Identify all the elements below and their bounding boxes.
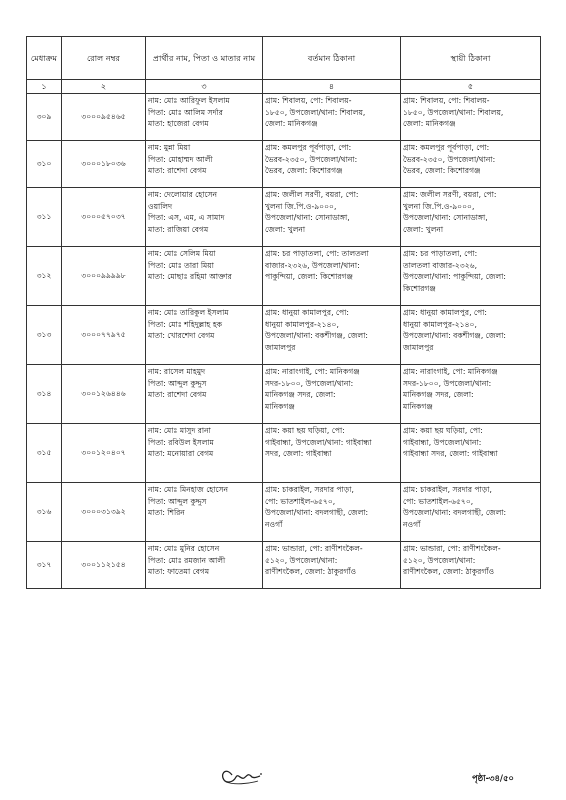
address-line: গ্রাম: ধানুয়া কামালপুর, পো:	[403, 308, 487, 317]
address-line: গ্রাম: শিবালয়, পো: শিবালয়-	[265, 96, 352, 105]
address-line: মানিকগঞ্জ	[265, 401, 295, 411]
column-number: ২	[62, 80, 146, 94]
address-line: উপজেলা/থানা: বকশীগঞ্জ, জেলা:	[403, 331, 506, 340]
address-line: গ্রাম: চর পাড়াতলা, পো: তালতলা	[265, 249, 369, 258]
name-line: নাম: মোঃ সেলিম মিয়া	[148, 249, 216, 258]
serial-cell: ৩১৪	[27, 365, 62, 424]
address-line: জামালপুর	[265, 342, 296, 352]
name-line: পিতা: মোঃ আলিম সর্দার	[148, 107, 223, 117]
address-line: বাজার-২৩২৬, উপজেলা/থানা:	[265, 260, 360, 270]
address-line: রাণীশংকৈল, জেলা: ঠাকুরগাঁও	[265, 567, 357, 576]
table-row	[27, 247, 541, 306]
present-address-cell	[263, 483, 401, 542]
address-line: গাইবান্ধা, উপজেলা/থানা:	[403, 437, 482, 447]
roll-cell: ৩০০০৯৯৯৯৮	[62, 247, 146, 306]
serial-cell: ৩১৫	[27, 424, 62, 483]
address-line: ১৮৫০, উপজেলা/থানা: শিবালয়,	[265, 107, 366, 117]
table-row	[27, 141, 541, 188]
header-serial: মেধাক্রম	[27, 37, 62, 80]
permanent-address-cell	[401, 424, 541, 483]
permanent-address-cell	[401, 188, 541, 247]
roll-cell: ৩০০০৯৫৪৬৫	[62, 94, 146, 141]
address-line: উপজেলা/থানা: বদলগাছী, জেলা:	[403, 508, 507, 517]
column-number: ১	[27, 80, 62, 94]
address-line: গ্রাম: কয়া ছয় ঘড়িয়া, পো:	[265, 426, 345, 435]
permanent-address-cell	[401, 483, 541, 542]
address-line: গ্রাম: শিবালয়, পো: শিবালয়-	[403, 96, 490, 105]
name-line: ওয়ালিদ	[148, 201, 173, 211]
permanent-address-cell	[401, 306, 541, 365]
address-line: ভৈরব-২৩৫০, উপজেলা/থানা:	[403, 154, 496, 164]
serial-cell: ৩১২	[27, 247, 62, 306]
address-line: ধানুয়া কামালপুর-২১৪০,	[265, 319, 339, 329]
name-line: নাম: দেলোয়ার হোসেন	[148, 190, 218, 199]
roll-cell: ৩০০১২০৪০৭	[62, 424, 146, 483]
address-line: ভৈরব-২৩৫০, উপজেলা/থানা:	[265, 154, 358, 164]
address-line: খুলনা জি.পি.ও-৯০০০,	[403, 201, 475, 211]
permanent-address-cell	[401, 365, 541, 424]
serial-cell: ৩১৬	[27, 483, 62, 542]
column-number: ৫	[401, 80, 541, 94]
address-line: গ্রাম: জলীল সরণী, বয়রা, পো:	[403, 190, 497, 199]
name-line: পিতা: আব্দুল কুদ্দুস	[148, 378, 207, 388]
name-cell	[146, 188, 263, 247]
present-address-cell	[263, 94, 401, 141]
name-line: পিতা: রবিউল ইসলাম	[148, 437, 214, 447]
table-row	[27, 365, 541, 424]
address-line: গাইবান্ধা সদর, জেলা: গাইবান্ধা	[403, 449, 498, 458]
address-line: ভৈরব, জেলা: কিশোরগঞ্জ	[403, 166, 481, 175]
name-cell	[146, 306, 263, 365]
name-line: নাম: মোঃ মিনহাজ হোসেন	[148, 485, 229, 494]
address-line: নওগাঁ	[403, 519, 421, 529]
address-line: গ্রাম: নারাংগাই, পো: মানিকগঞ্জ	[403, 367, 498, 376]
serial-cell: ৩১৩	[27, 306, 62, 365]
name-cell	[146, 542, 263, 589]
column-number: ৪	[263, 80, 401, 94]
address-line: উপজেলা/থানা: সোনাডাঙ্গা,	[403, 213, 488, 222]
permanent-address-cell	[401, 542, 541, 589]
address-line: গ্রাম: চাকরাইল, সরদার পাড়া,	[403, 485, 492, 494]
address-line: গাইবান্ধা, উপজেলা/থানা: গাইবান্ধা	[265, 437, 372, 447]
address-line: জেলা: মানিকগঞ্জ	[403, 119, 456, 128]
signature	[218, 763, 264, 787]
serial-cell: ৩১০	[27, 141, 62, 188]
name-line: মাতা: খোরশেদা বেগম	[148, 331, 215, 340]
address-line: জেলা: মানিকগঞ্জ	[265, 119, 318, 128]
address-line: গ্রাম: কমলপুর পূর্বপাড়া, পো:	[403, 143, 490, 152]
name-line: নাম: মোঃ মুনির হোসেন	[148, 544, 220, 553]
header-row	[27, 37, 541, 80]
present-address-cell	[263, 188, 401, 247]
name-cell	[146, 483, 263, 542]
address-line: উপজেলা/থানা: পাকুন্দিয়া, জেলা:	[403, 272, 506, 281]
address-line: মানিকগঞ্জ	[403, 401, 433, 411]
address-line: গ্রাম: কমলপুর পূর্বপাড়া, পো:	[265, 143, 352, 152]
table-row	[27, 424, 541, 483]
roll-cell: ৩০০১২৬৪৪৬	[62, 365, 146, 424]
permanent-address-cell	[401, 94, 541, 141]
present-address-cell	[263, 365, 401, 424]
address-line: গ্রাম: ধানুয়া কামালপুর, পো:	[265, 308, 349, 317]
candidate-table	[26, 36, 541, 589]
header-permanent-address: স্থায়ী ঠিকানা	[401, 37, 541, 80]
header-name: প্রার্থীর নাম, পিতা ও মাতার নাম	[146, 37, 263, 80]
name-line: নাম: মোঃ তারিকুল ইসলাম	[148, 308, 229, 317]
name-line: পিতা: আব্দুল কুদ্দুস	[148, 496, 207, 506]
present-address-cell	[263, 306, 401, 365]
address-line: জেলা: খুলনা	[265, 224, 306, 234]
address-line: গ্রাম: চাকরাইল, সরদার পাড়া,	[265, 485, 354, 494]
name-line: মাতা: মোছাঃ রহিমা আক্তার	[148, 272, 232, 281]
present-address-cell	[263, 424, 401, 483]
present-address-cell	[263, 141, 401, 188]
address-line: ধানুয়া কামালপুর-২১৪০,	[403, 319, 477, 329]
address-line: সদর-১৮০০, উপজেলা/থানা:	[265, 378, 354, 388]
address-line: তালতলা বাজার-২৩২৬,	[403, 260, 478, 270]
address-line: গ্রাম: কয়া ছয় ঘড়িয়া, পো:	[403, 426, 483, 435]
address-line: গ্রাম: জলীল সরণী, বয়রা, পো:	[265, 190, 359, 199]
present-address-cell	[263, 542, 401, 589]
name-line: মাতা: রাশেদা বেগম	[148, 166, 207, 175]
serial-cell: ৩০৯	[27, 94, 62, 141]
address-line: কিশোরগঞ্জ	[403, 283, 436, 293]
table-row	[27, 542, 541, 589]
name-cell	[146, 141, 263, 188]
page-number: পৃষ্ঠা-৩৪/৫০	[472, 773, 514, 783]
name-line: পিতা: এস, এম, এ সামাদ	[148, 213, 225, 222]
serial-cell: ৩১১	[27, 188, 62, 247]
address-line: গ্রাম: ভান্ডারা, পো: রাণীশংকৈল-	[265, 544, 363, 553]
address-line: নওগাঁ	[265, 519, 283, 529]
address-line: ৫১২০, উপজেলা/থানা:	[265, 555, 338, 565]
table-row	[27, 94, 541, 141]
name-line: মাতা: রাজিয়া বেগম	[148, 224, 209, 234]
name-line: নাম: রাসেল মাহমুদ	[148, 367, 206, 376]
name-line: মাতা: ফাতেমা বেগম	[148, 567, 210, 576]
column-number-row	[27, 80, 541, 94]
roll-cell: ৩০০১১২১৫৪	[62, 542, 146, 589]
name-line: মাতা: হাজেরা বেগম	[148, 119, 209, 128]
address-line: ৫১২০, উপজেলা/থানা:	[403, 555, 476, 565]
present-address-cell	[263, 247, 401, 306]
address-line: ১৮৫০, উপজেলা/থানা: শিবালয়,	[403, 107, 504, 117]
address-line: ভৈরব, জেলা: কিশোরগঞ্জ	[265, 166, 343, 175]
permanent-address-cell	[401, 247, 541, 306]
table-row	[27, 188, 541, 247]
header-roll: রোল নম্বর	[62, 37, 146, 80]
table-row	[27, 306, 541, 365]
name-cell	[146, 247, 263, 306]
name-cell	[146, 94, 263, 141]
roll-cell: ৩০০০৩১৩৯২	[62, 483, 146, 542]
name-line: নাম: মুন্না মিয়া	[148, 143, 191, 152]
name-line: পিতা: মোঃ রমজান আলী	[148, 555, 226, 565]
address-line: মানিকগঞ্জ সদর, জেলা:	[403, 390, 474, 399]
table-row	[27, 483, 541, 542]
address-line: পাকুন্দিয়া, জেলা: কিশোরগঞ্জ	[265, 272, 354, 281]
name-line: মাতা: শিরিন	[148, 508, 185, 517]
permanent-address-cell	[401, 141, 541, 188]
name-line: নাম: মোঃ আরিফুল ইসলাম	[148, 96, 230, 105]
address-line: উপজেলা/থানা: বদলগাছী, জেলা:	[265, 508, 369, 517]
address-line: উপজেলা/থানা: সোনাডাঙ্গা,	[265, 213, 350, 222]
column-number: ৩	[146, 80, 263, 94]
name-line: মাতা: রাশেদা বেগম	[148, 390, 207, 399]
address-line: খুলনা জি.পি.ও-৯০০০,	[265, 201, 337, 211]
address-line: পো: ভাতশাইল-৬৫৭০,	[265, 496, 336, 506]
address-line: গ্রাম: চর পাড়াতলা, পো:	[403, 249, 478, 258]
serial-cell: ৩১৭	[27, 542, 62, 589]
header-present-address: বর্তমান ঠিকানা	[263, 37, 401, 80]
address-line: গ্রাম: ভান্ডারা, পো: রাণীশংকৈল-	[403, 544, 501, 553]
address-line: সদর, জেলা: গাইবান্ধা	[265, 449, 332, 458]
name-line: মাতা: মনোয়ারা বেগম	[148, 449, 214, 458]
address-line: জামালপুর	[403, 342, 434, 352]
roll-cell: ৩০০০৭৭৯৭৫	[62, 306, 146, 365]
roll-cell: ৩০০০৫৭০৩৭	[62, 188, 146, 247]
name-cell	[146, 365, 263, 424]
name-line: পিতা: মোঃ শহিদুল্লাহ হক	[148, 319, 223, 329]
address-line: সদর-১৮০০, উপজেলা/থানা:	[403, 378, 492, 388]
name-line: পিতা: মোহাম্মদ আলী	[148, 154, 213, 164]
address-line: পো: ভাতশাইল-৬৫৭০,	[403, 496, 474, 506]
name-cell	[146, 424, 263, 483]
address-line: গ্রাম: নারাংগাই, পো: মানিকগঞ্জ	[265, 367, 360, 376]
roll-cell: ৩০০০১৮০৩৬	[62, 141, 146, 188]
address-line: উপজেলা/থানা: বকশীগঞ্জ, জেলা:	[265, 331, 368, 340]
address-line: জেলা: খুলনা	[403, 224, 444, 234]
address-line: মানিকগঞ্জ সদর, জেলা:	[265, 390, 336, 399]
name-line: নাম: মোঃ মাসুদ রানা	[148, 426, 211, 435]
name-line: পিতা: মোঃ তারা মিয়া	[148, 260, 214, 270]
address-line: রাণীশংকৈল, জেলা: ঠাকুরগাঁও	[403, 567, 495, 576]
